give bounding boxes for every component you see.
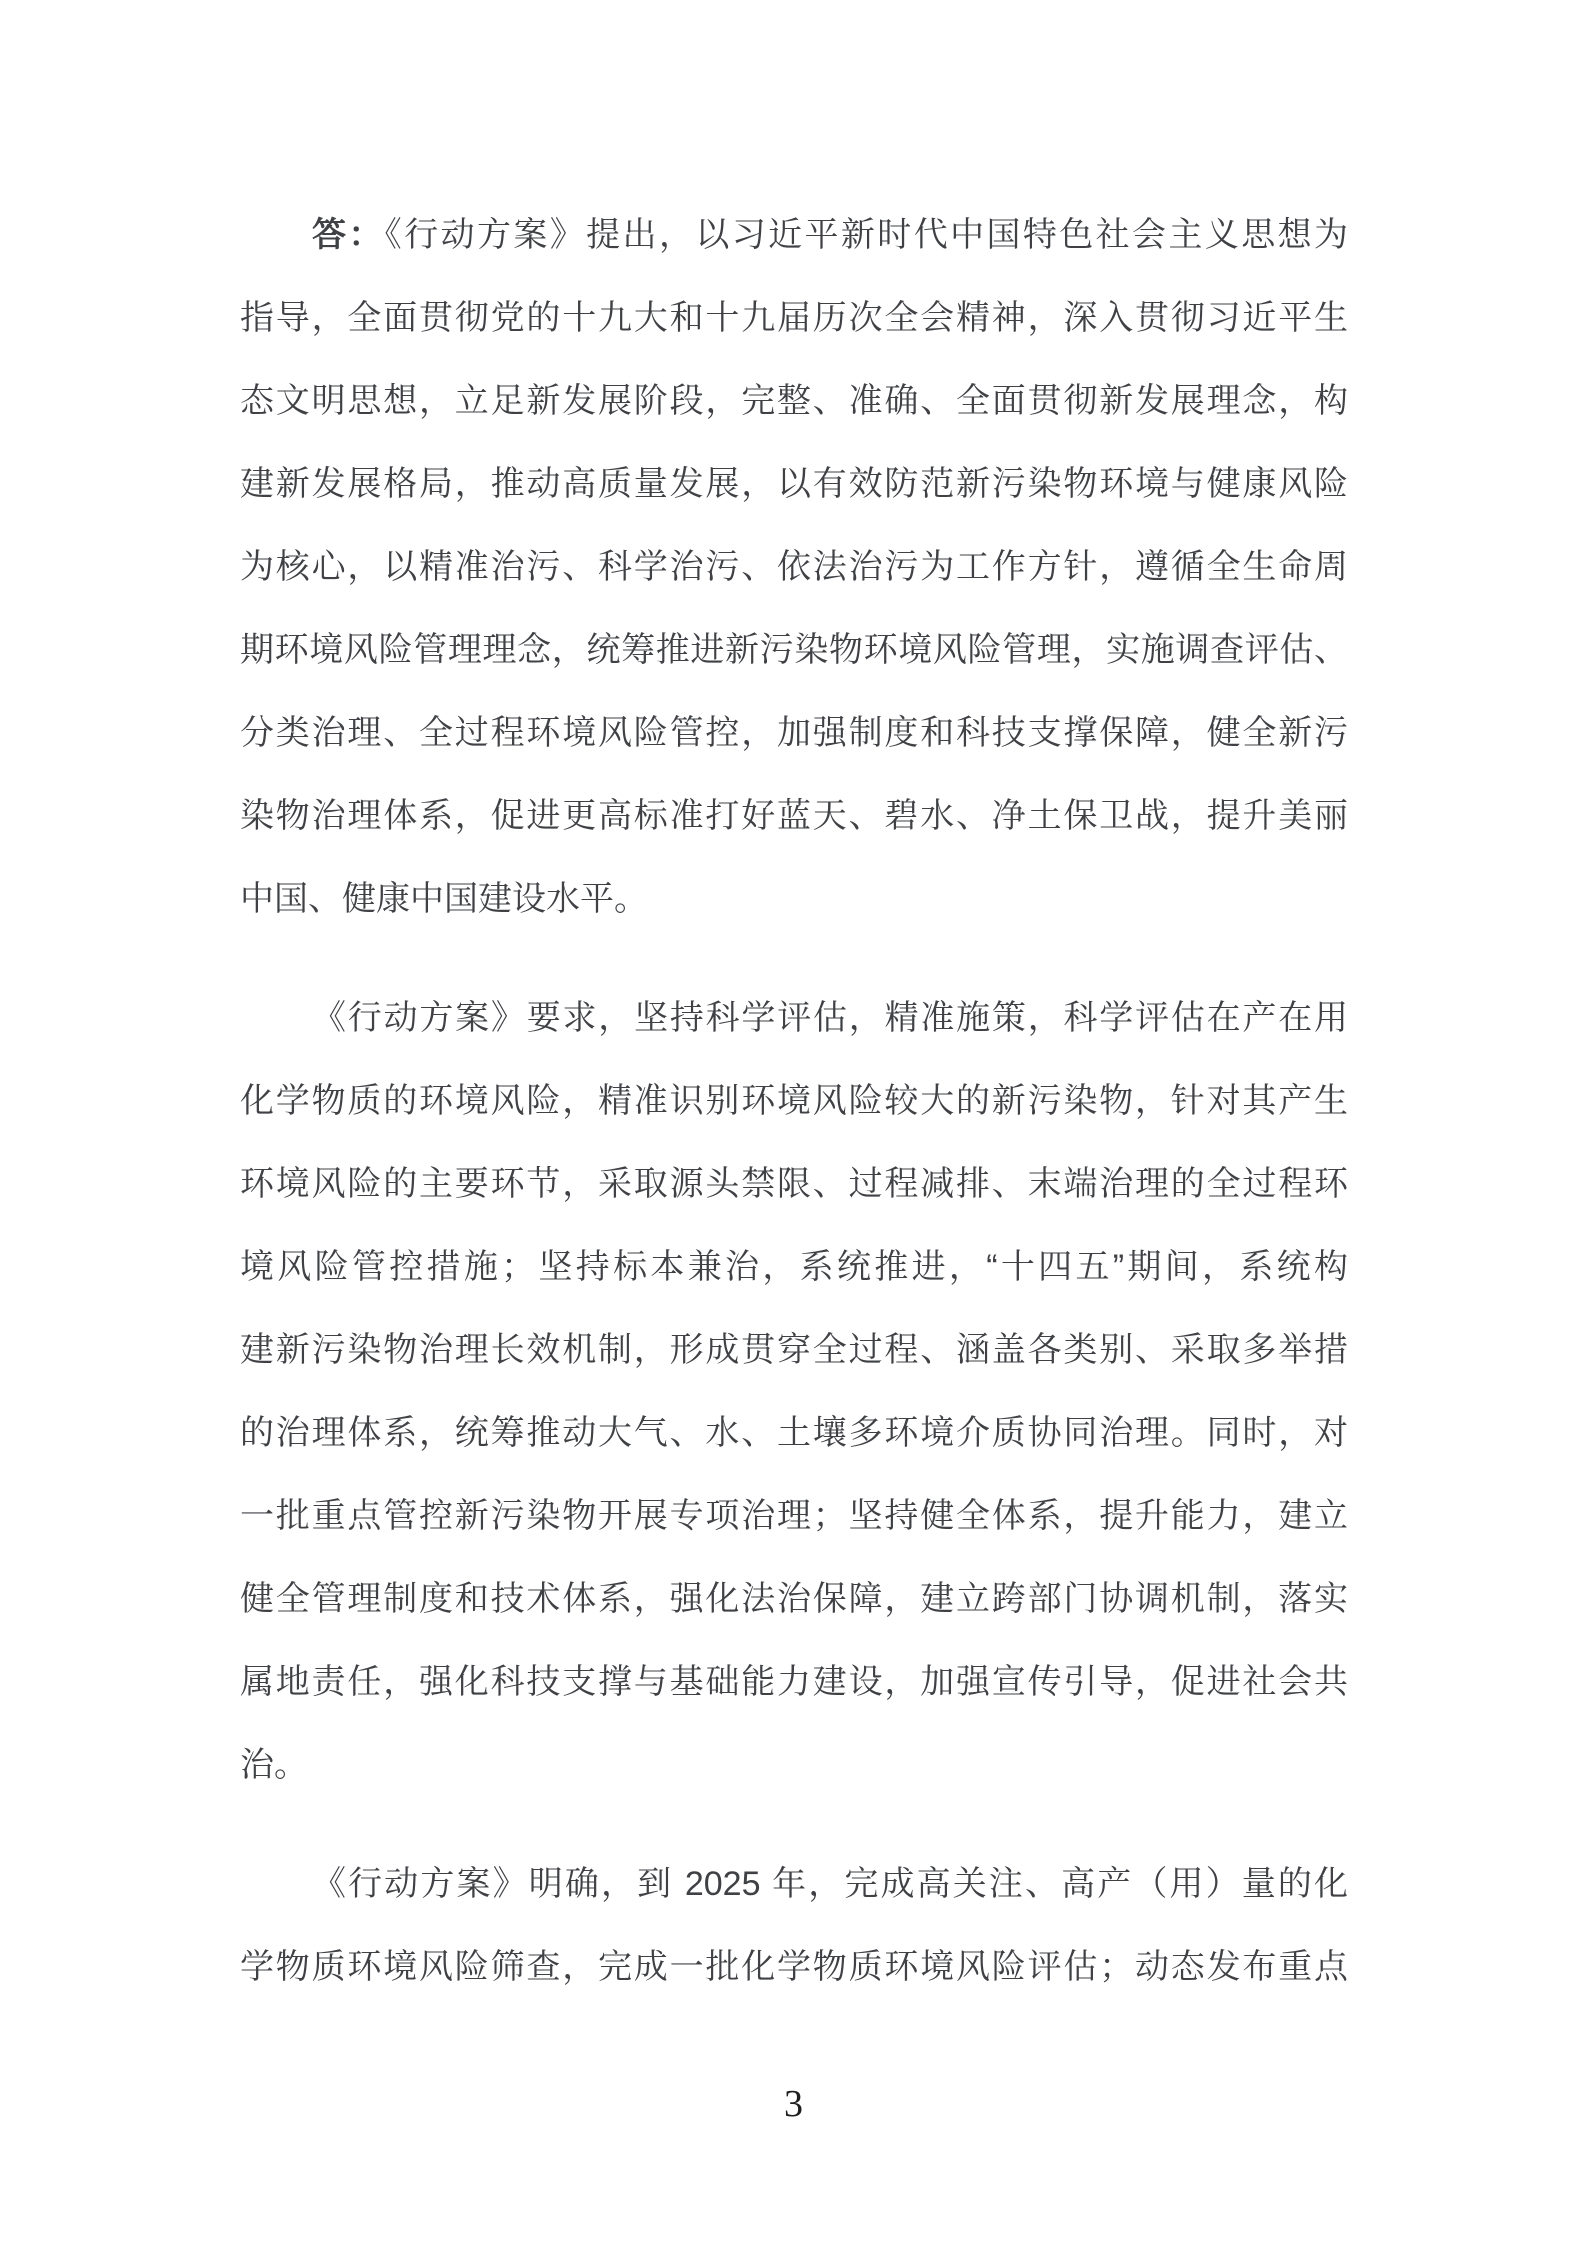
page-number: 3 [784, 2083, 803, 2125]
text-line: 学物质环境风险筛查，完成一批化学物质环境风险评估；动态发布重点 [240, 1948, 1348, 1986]
text-line: 治。 [240, 1746, 308, 1784]
text-line: 属地责任，强化科技支撑与基础能力建设，加强宣传引导，促进社会共 [240, 1663, 1348, 1701]
text-line: 期环境风险管理理念，统筹推进新污染物环境风险管理，实施调查评估、 [240, 631, 1348, 669]
text-line: 答：《行动方案》提出，以习近平新时代中国特色社会主义思想为 [312, 216, 1348, 254]
text-line: 的治理体系，统筹推动大气、水、土壤多环境介质协同治理。同时，对 [240, 1414, 1348, 1452]
answer-label: 答： [312, 216, 385, 254]
text-line: 指导，全面贯彻党的十九大和十九届历次全会精神，深入贯彻习近平生 [240, 299, 1348, 337]
text-line: 染物治理体系，促进更高标准打好蓝天、碧水、净土保卫战，提升美丽 [240, 797, 1348, 835]
paragraph [240, 977, 1348, 1807]
document-body [240, 194, 1348, 2045]
text-line: 境风险管控措施；坚持标本兼治，系统推进，“十四五”期间，系统构 [240, 1248, 1348, 1286]
text-line: 建新发展格局，推动高质量发展，以有效防范新污染物环境与健康风险 [240, 465, 1348, 503]
page-footer [0, 2082, 1587, 2126]
text-line: 分类治理、全过程环境风险管控，加强制度和科技支撑保障，健全新污 [240, 714, 1348, 752]
text-line: 化学物质的环境风险，精准识别环境风险较大的新污染物，针对其产生 [240, 1082, 1348, 1120]
text-line: 《行动方案》明确，到 2025 年，完成高关注、高产（用）量的化 [312, 1865, 1348, 1903]
paragraph [240, 194, 1348, 941]
text-line: 为核心，以精准治污、科学治污、依法治污为工作方针，遵循全生命周 [240, 548, 1348, 586]
text-line: 建新污染物治理长效机制，形成贯穿全过程、涵盖各类别、采取多举措 [240, 1331, 1348, 1369]
paragraph [240, 1843, 1348, 2009]
text-line: 环境风险的主要环节，采取源头禁限、过程减排、末端治理的全过程环 [240, 1165, 1348, 1203]
text-line: 态文明思想，立足新发展阶段，完整、准确、全面贯彻新发展理念，构 [240, 382, 1348, 420]
text-line: 健全管理制度和技术体系，强化法治保障，建立跨部门协调机制，落实 [240, 1580, 1348, 1618]
text-line: 中国、健康中国建设水平。 [240, 880, 648, 918]
text-line: 一批重点管控新污染物开展专项治理；坚持健全体系，提升能力，建立 [240, 1497, 1348, 1535]
text-line: 《行动方案》要求，坚持科学评估，精准施策，科学评估在产在用 [312, 999, 1348, 1037]
